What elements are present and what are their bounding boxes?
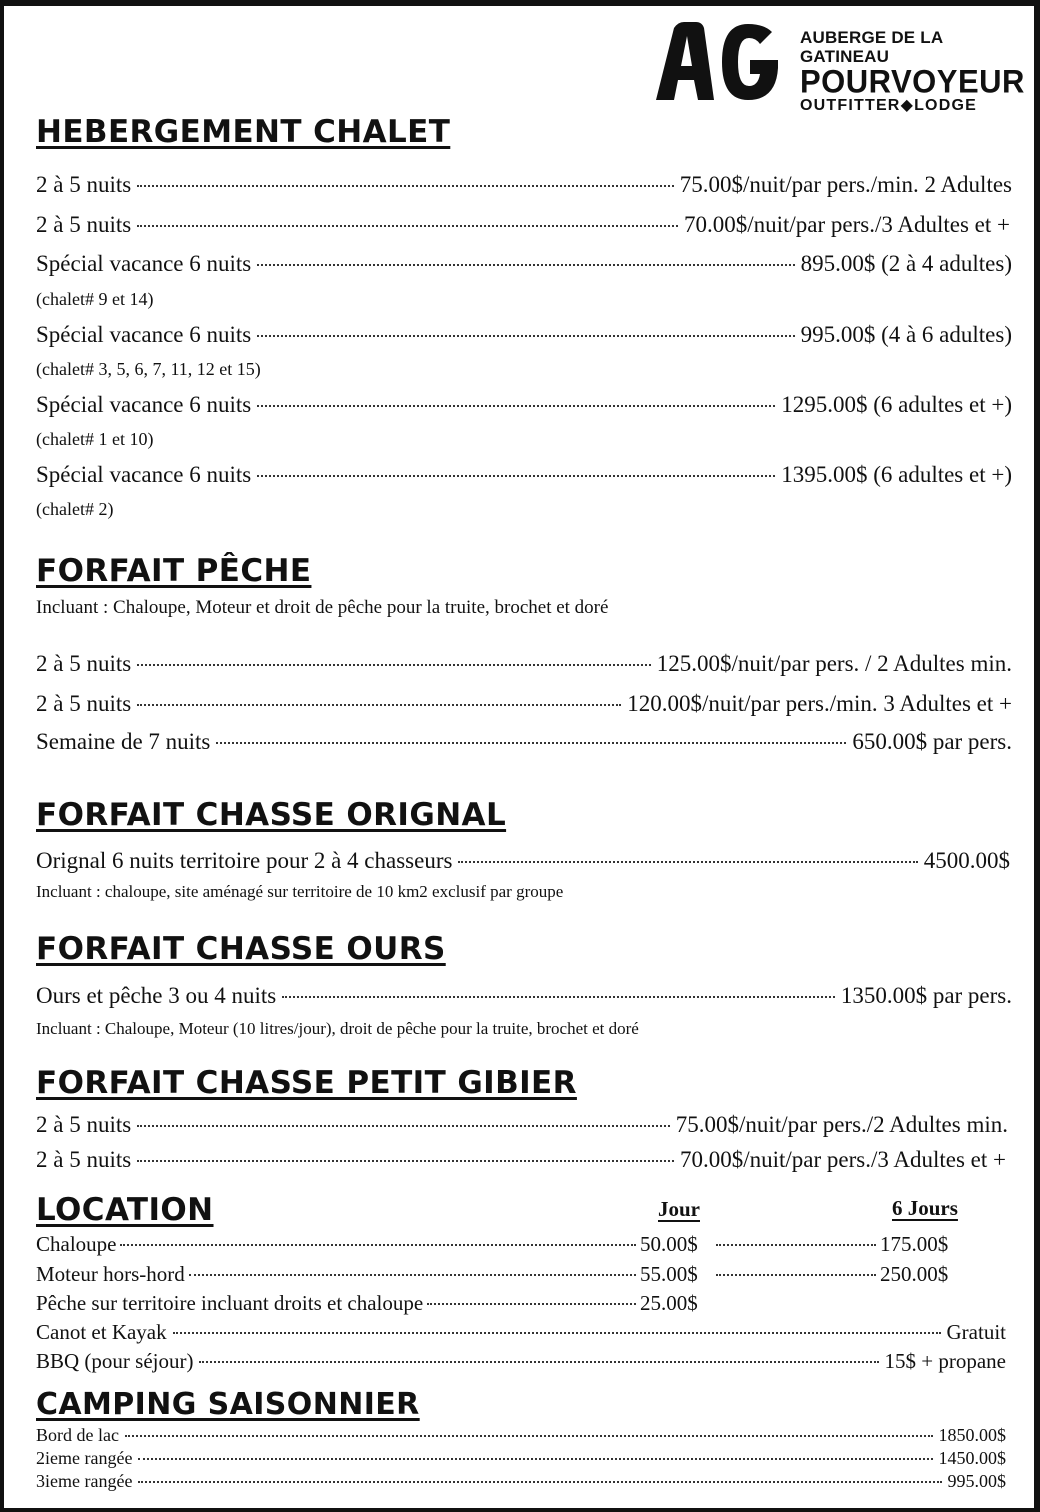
dot-leader <box>137 185 674 187</box>
dot-leader <box>137 1125 670 1127</box>
row-value: 70.00$/nuit/par pers./3 Adultes et + <box>680 1147 1006 1172</box>
price-row <box>36 649 1012 679</box>
row-label: 2 à 5 nuits <box>36 1112 132 1137</box>
dot-leader <box>137 225 678 227</box>
row-label: BBQ (pour séjour) <box>36 1349 194 1373</box>
dot-leader <box>199 1361 878 1363</box>
row-label: Spécial vacance 6 nuits <box>36 392 252 417</box>
dot-leader <box>137 1160 674 1162</box>
row-label: Pêche sur territoire incluant droits et chaloupe <box>36 1291 424 1315</box>
section-title-peche: FORFAIT PÊCHE <box>36 553 312 589</box>
rental-label-cell <box>36 1260 640 1288</box>
section-title-hebergement: HEBERGEMENT CHALET <box>36 114 451 150</box>
section-title-camping: CAMPING SAISONNIER <box>36 1387 420 1422</box>
row-value: 120.00$/nuit/par pers./min. 3 Adultes et + <box>627 691 1012 716</box>
price-row <box>36 1110 1008 1140</box>
row-label: Chaloupe <box>36 1232 117 1256</box>
row-label: Moteur hors-hord <box>36 1262 185 1286</box>
dot-leader <box>138 1481 941 1483</box>
row-value: 15$ + propane <box>884 1349 1006 1373</box>
row-value: 995.00$ <box>947 1471 1006 1491</box>
logo <box>652 22 1025 114</box>
row-value: 995.00$ (4 à 6 adultes) <box>800 322 1012 347</box>
price-row <box>36 210 1010 240</box>
rental-day-price: 55.00$ <box>640 1262 698 1286</box>
price-row <box>36 249 1012 279</box>
rental-day-price: 25.00$ <box>640 1291 698 1315</box>
row-label: Canot et Kayak <box>36 1320 167 1344</box>
rental-row <box>36 1318 1006 1346</box>
row-label: Spécial vacance 6 nuits <box>36 462 252 487</box>
rental-day-price: 50.00$ <box>640 1232 698 1256</box>
row-label: 2 à 5 nuits <box>36 172 132 197</box>
price-row <box>36 689 1012 719</box>
section-note: Incluant : Chaloupe, Moteur et droit de pêche pour la truite, brochet et doré <box>36 597 609 618</box>
dot-leader <box>257 405 775 407</box>
dot-leader <box>137 704 621 706</box>
dot-leader <box>173 1332 941 1334</box>
price-row <box>36 846 1010 876</box>
row-label: Spécial vacance 6 nuits <box>36 251 252 276</box>
logo-line1: AUBERGE DE LA GATINEAU <box>800 28 943 66</box>
row-value: 125.00$/nuit/par pers. / 2 Adultes min. <box>656 651 1012 676</box>
rental-6day-price: 175.00$ <box>880 1232 949 1256</box>
dot-leader <box>716 1244 876 1246</box>
column-header-jour: Jour <box>658 1197 700 1221</box>
rental-6day-price: 250.00$ <box>880 1262 949 1286</box>
rental-row <box>36 1260 948 1288</box>
logo-line2: POURVOYEUR <box>800 63 1025 100</box>
dot-leader <box>458 861 917 863</box>
row-label: 2 à 5 nuits <box>36 651 132 676</box>
chalet-numbers: (chalet# 3, 5, 6, 7, 11, 12 et 15) <box>36 359 261 379</box>
price-row <box>36 390 1012 420</box>
row-label: Bord de lac <box>36 1425 119 1445</box>
dot-leader <box>257 335 794 337</box>
section-title-orignal: FORFAIT CHASSE ORIGNAL <box>36 797 507 833</box>
price-row <box>36 1424 1006 1446</box>
section-note: Incluant : Chaloupe, Moteur (10 litres/jour), droit de pêche pour la truite, brochet et doré <box>36 1019 639 1038</box>
row-label: 2 à 5 nuits <box>36 691 132 716</box>
dot-leader <box>189 1274 636 1276</box>
rental-label-cell <box>36 1289 640 1317</box>
row-value: 1850.00$ <box>938 1425 1006 1445</box>
price-row <box>36 1447 1006 1469</box>
section-note: Incluant : chaloupe, site aménagé sur territoire de 10 km2 exclusif par groupe <box>36 882 564 901</box>
logo-mark-icon <box>652 22 784 102</box>
row-value: 1395.00$ (6 adultes et +) <box>781 462 1012 487</box>
row-value: 1450.00$ <box>938 1448 1006 1468</box>
rental-row <box>36 1289 712 1317</box>
dot-leader <box>716 1274 876 1276</box>
rental-label-cell <box>36 1230 640 1258</box>
row-value: 70.00$/nuit/par pers./3 Adultes et + <box>684 212 1010 237</box>
row-value: 895.00$ (2 à 4 adultes) <box>800 251 1012 276</box>
row-label: 2 à 5 nuits <box>36 1147 132 1172</box>
chalet-numbers: (chalet# 1 et 10) <box>36 429 154 449</box>
row-value: 1295.00$ (6 adultes et +) <box>781 392 1012 417</box>
row-value: 75.00$/nuit/par pers./min. 2 Adultes <box>679 172 1012 197</box>
price-row <box>36 320 1012 350</box>
dot-leader <box>216 742 846 744</box>
dot-leader <box>125 1435 933 1437</box>
dot-leader <box>120 1244 636 1246</box>
dot-leader <box>137 664 651 666</box>
chalet-numbers: (chalet# 2) <box>36 499 114 519</box>
logo-line3: OUTFITTER◆LODGE <box>800 97 977 114</box>
section-title-ours: FORFAIT CHASSE OURS <box>36 931 446 967</box>
dot-leader <box>138 1458 932 1460</box>
logo-text <box>800 28 1025 115</box>
row-value: 650.00$ par pers. <box>852 729 1012 754</box>
price-row <box>36 727 1012 757</box>
price-row <box>36 1145 1006 1175</box>
price-row <box>36 981 1012 1011</box>
column-header-6-jours: 6 Jours <box>892 1196 958 1220</box>
row-value: 1350.00$ par pers. <box>840 983 1012 1008</box>
row-label: Spécial vacance 6 nuits <box>36 322 252 347</box>
row-label: 2ieme rangée <box>36 1448 133 1468</box>
row-label: 3ieme rangée <box>36 1471 133 1491</box>
section-title-petit-gibier: FORFAIT CHASSE PETIT GIBIER <box>36 1065 577 1101</box>
dot-leader <box>257 475 775 477</box>
price-row <box>36 170 1012 200</box>
row-label: Ours et pêche 3 ou 4 nuits <box>36 983 277 1008</box>
price-row <box>36 1470 1006 1492</box>
row-value: 4500.00$ <box>923 848 1010 873</box>
row-value: 75.00$/nuit/par pers./2 Adultes min. <box>675 1112 1008 1137</box>
chalet-numbers: (chalet# 9 et 14) <box>36 289 154 309</box>
dot-leader <box>257 264 794 266</box>
row-label: Semaine de 7 nuits <box>36 729 211 754</box>
row-label: 2 à 5 nuits <box>36 212 132 237</box>
price-row <box>36 460 1012 490</box>
dot-leader <box>427 1303 636 1305</box>
section-title-location: LOCATION <box>36 1192 214 1228</box>
rental-row <box>36 1230 948 1258</box>
row-label: Orignal 6 nuits territoire pour 2 à 4 chasseurs <box>36 848 453 873</box>
rental-row <box>36 1347 1006 1375</box>
row-value: Gratuit <box>946 1320 1006 1344</box>
dot-leader <box>282 996 835 998</box>
